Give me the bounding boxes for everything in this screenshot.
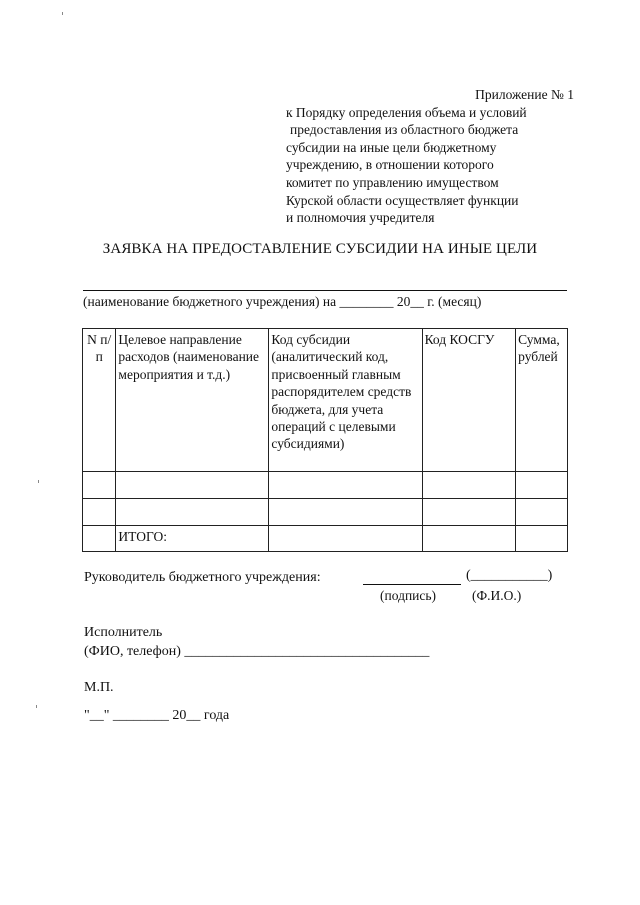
stamp-place: М.П. xyxy=(84,680,114,695)
appendix-line: комитет по управлению имуществом xyxy=(286,174,499,190)
table-cell[interactable] xyxy=(422,526,516,552)
table-cell[interactable] xyxy=(516,499,568,526)
signer-fio-field: (___________) xyxy=(466,568,553,583)
table-cell[interactable] xyxy=(516,472,568,499)
institution-caption: (наименование бюджетного учреждения) на ________ 20__ г. (месяц) xyxy=(83,294,482,309)
executor-label: Исполнитель xyxy=(84,625,163,640)
appendix-number: Приложение № 1 xyxy=(475,87,574,102)
scan-speck xyxy=(62,12,63,15)
table-cell[interactable] xyxy=(116,499,269,526)
appendix-line: и полномочия учредителя xyxy=(286,210,435,226)
request-table xyxy=(82,328,568,552)
executor-fio-phone: (ФИО, телефон) ___________________________________ xyxy=(84,644,430,659)
document-title: ЗАЯВКА НА ПРЕДОСТАВЛЕНИЕ СУБСИДИИ НА ИНЫЕ ЦЕЛИ xyxy=(102,241,538,257)
table-cell[interactable] xyxy=(422,472,516,499)
table-cell[interactable] xyxy=(83,499,116,526)
table-cell[interactable] xyxy=(422,499,516,526)
date-line: "__" ________ 20__ года xyxy=(84,708,230,723)
header-purpose: Целевое направление расходов (наименование мероприятия и т.д.) xyxy=(116,329,269,472)
table-cell[interactable] xyxy=(269,472,422,499)
table-cell[interactable] xyxy=(83,472,116,499)
appendix-line: учреждению, в отношении которого xyxy=(286,157,494,173)
table-cell xyxy=(83,526,116,552)
appendix-line: субсидии на иные цели бюджетному xyxy=(286,139,497,155)
appendix-line: предоставления из областного бюджета xyxy=(290,122,519,138)
institution-name-line xyxy=(83,290,567,291)
table-row xyxy=(83,472,568,499)
table-cell[interactable] xyxy=(116,472,269,499)
scan-speck xyxy=(38,480,39,483)
appendix-block xyxy=(286,86,586,227)
header-subsidy-code: Код субсидии (аналитический код, присвоенный главным распорядителем средств бюджета, для учета операций с целевыми субсидиями) xyxy=(269,329,422,472)
fio-caption: (Ф.И.О.) xyxy=(472,588,522,603)
signer-label: Руководитель бюджетного учреждения: xyxy=(84,570,321,585)
table-total-row xyxy=(83,526,568,552)
table-row xyxy=(83,499,568,526)
table-cell[interactable] xyxy=(269,526,422,552)
total-label: ИТОГО: xyxy=(116,526,269,552)
appendix-line: Курской области осуществляет функции xyxy=(286,192,519,208)
table-cell[interactable] xyxy=(269,499,422,526)
signature-caption: (подпись) xyxy=(380,588,437,603)
header-number: N п/п xyxy=(83,329,116,472)
scan-speck xyxy=(36,705,37,708)
header-kosgu: Код КОСГУ xyxy=(422,329,516,472)
table-cell[interactable] xyxy=(516,526,568,552)
appendix-line: к Порядку определения объема и условий xyxy=(286,104,527,120)
signature-line xyxy=(363,584,461,585)
header-amount: Сумма, рублей xyxy=(516,329,568,472)
executor-block xyxy=(84,623,429,661)
table-header-row xyxy=(83,329,568,472)
